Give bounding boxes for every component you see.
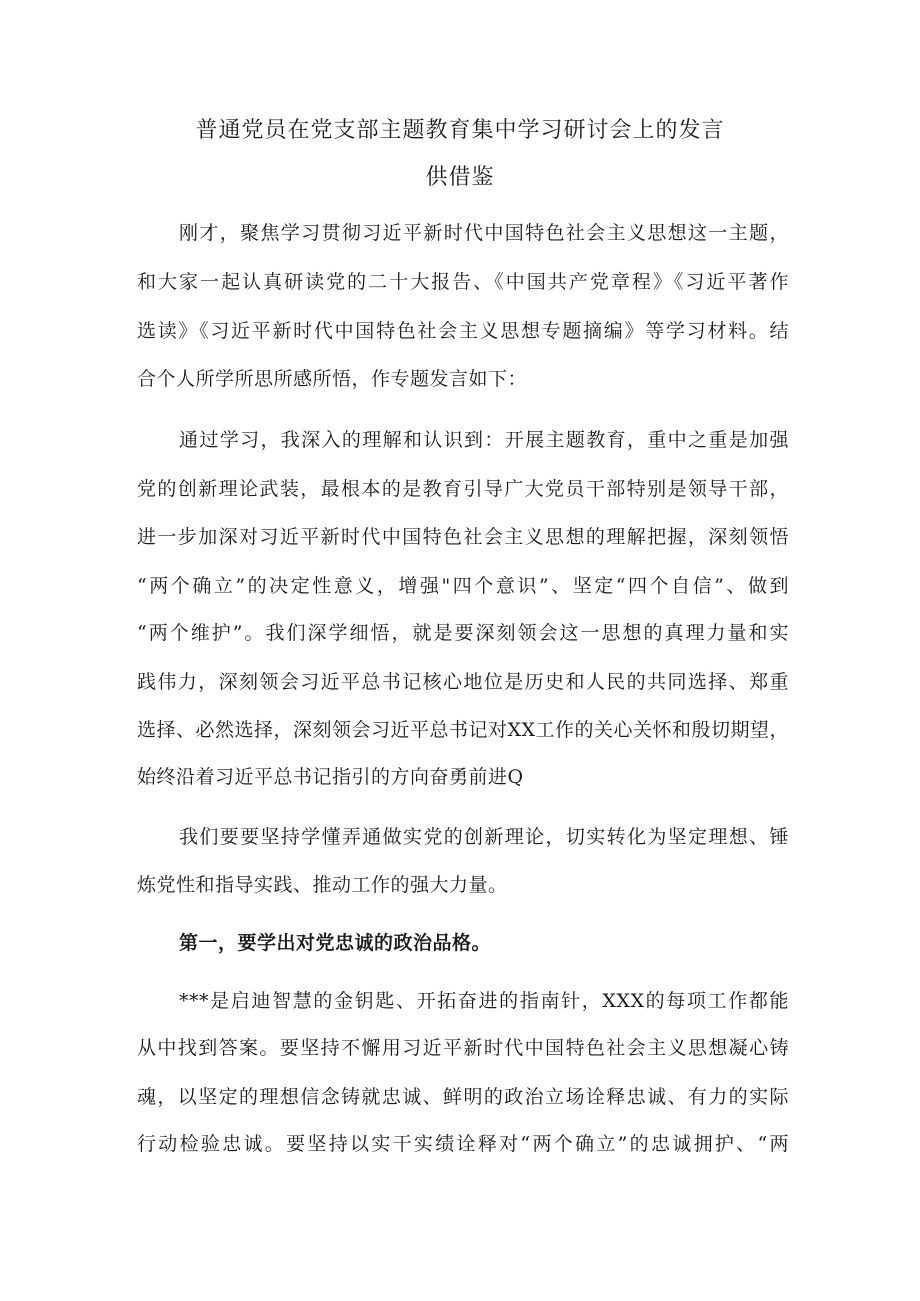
- paragraph-1-line-3: 选读》《习近平新时代中国特色社会主义思想专题摘编》等学习材料。结: [137, 320, 789, 342]
- paragraph-2-line-1: 通过学习，我深入的理解和认识到：开展主题教育，重中之重是加强: [179, 429, 789, 451]
- paragraph-3-line-2: 炼党性和指导实践、推动工作的强大力量。: [137, 874, 508, 896]
- paragraph-2-line-5: “两个维护”。我们深学细悟，就是要深刻领会这一思想的真理力量和实: [137, 622, 789, 644]
- paragraph-2-line-8: 始终沿着习近平总书记指引的方向奋勇前进Q: [137, 766, 524, 788]
- paragraph-2-line-7: 选择、必然选择，深刻领会习近平总书记对XX工作的关心关怀和殷切期望，: [137, 719, 790, 741]
- paragraph-4-line-4: 行动检验忠诚。要坚持以实干实绩诠释对“两个确立”的忠诚拥护、“两: [137, 1133, 789, 1155]
- document-title: 普通党员在党支部主题教育集中学习研讨会上的发言: [195, 118, 725, 143]
- paragraph-2-line-2: 党的创新理论武装，最根本的是教育引导广大党员干部特别是领导干部，: [137, 478, 789, 500]
- paragraph-2-line-3: 进一步加深对习近平新时代中国特色社会主义思想的理解把握，深刻领悟: [137, 526, 789, 548]
- document-subtitle: 供借鉴: [425, 165, 495, 190]
- paragraph-3-line-1: 我们要要坚持学懂弄通做实党的创新理论，切实转化为坚定理想、锤: [179, 826, 789, 848]
- paragraph-2-line-6: 践伟力，深刻领会习近平总书记核心地位是历史和人民的共同选择、郑重: [137, 671, 789, 693]
- paragraph-1-line-4: 合个人所学所思所感所悟，作专题发言如下：: [137, 368, 528, 390]
- paragraph-4-line-1: ***是启迪智慧的金钥匙、开拓奋进的指南针，XXX的每项工作都能: [179, 990, 789, 1012]
- paragraph-1-line-2: 和大家一起认真研读党的二十大报告、《中国共产党章程》《习近平著作: [137, 271, 789, 293]
- paragraph-1-line-1: 刚才，聚焦学习贯彻习近平新时代中国特色社会主义思想这一主题，: [179, 222, 789, 244]
- paragraph-4-line-2: 从中找到答案。要坚持不懈用习近平新时代中国特色社会主义思想凝心铸: [137, 1037, 789, 1059]
- section-heading: 第一，要学出对党忠诚的政治品格。: [179, 932, 492, 954]
- paragraph-4-line-3: 魂，以坚定的理想信念铸就忠诚、鲜明的政治立场诠释忠诚、有力的实际: [137, 1086, 789, 1108]
- paragraph-2-line-4: “两个确立”的决定性意义，增强"四个意识”、坚定“四个自信”、做到: [137, 575, 789, 597]
